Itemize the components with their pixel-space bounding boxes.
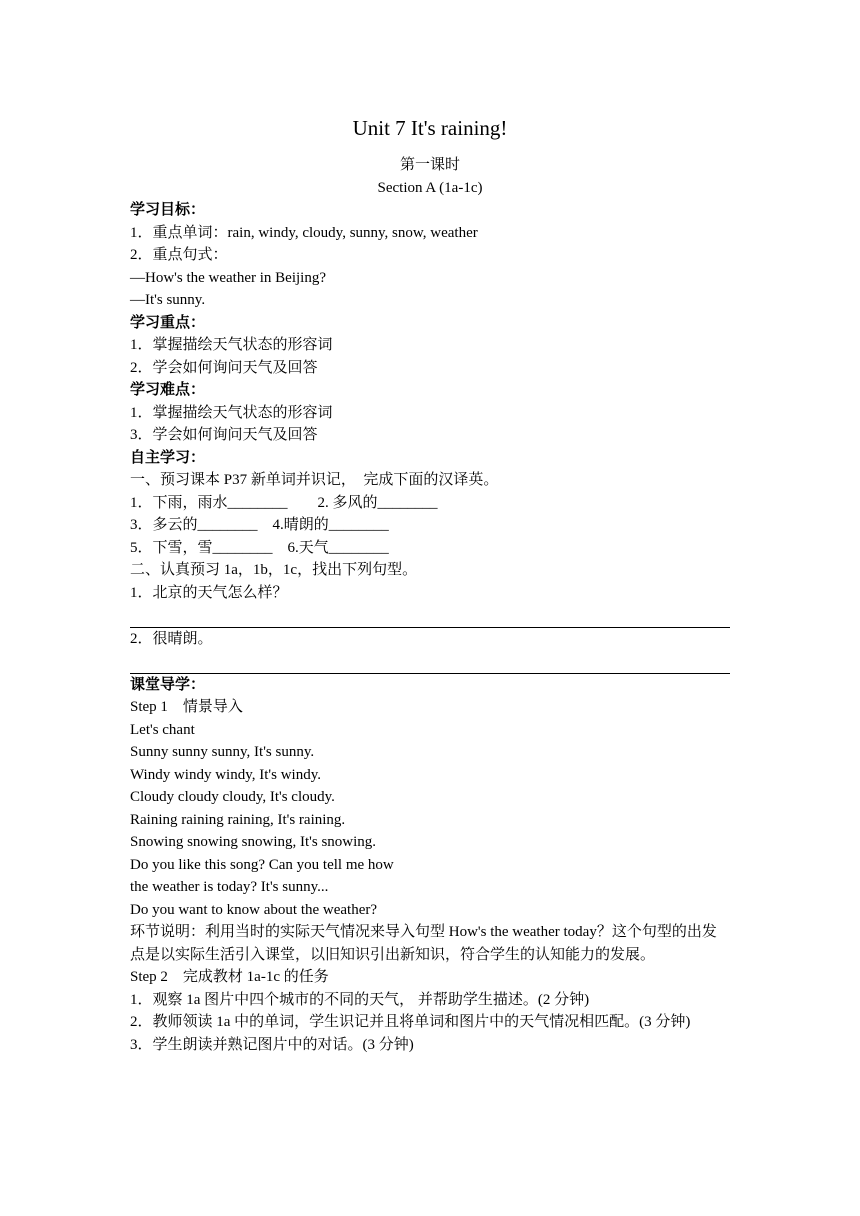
answer-blank-line	[130, 650, 730, 674]
difficulty-item: 3．学会如何询问天气及回答	[130, 427, 318, 443]
key-point-item: 2．学会如何询问天气及回答	[130, 359, 318, 376]
lesson-label: 第一课时	[399, 157, 460, 173]
difficulty-item: 1．掌握描绘天气状态的形容词	[130, 404, 333, 421]
step-heading: Step 1 情景导入	[130, 699, 243, 715]
objective-item: 2．重点句式：	[130, 247, 228, 263]
key-point-item: 1．掌握描绘天气状态的形容词	[130, 337, 333, 353]
question-line: 2．很晴朗。	[130, 630, 213, 647]
objective-item: —It's sunny.	[130, 292, 206, 308]
chant-line: Do you like this song? Can you tell me how	[130, 856, 394, 873]
key-points-heading: 学习重点：	[130, 314, 206, 331]
step-note: 环节说明：利用当时的实际天气情况来导入句型 How's the weather today？这个句型的出发点是以实际生活引入课堂，以旧知识引出新知识，符合学生的认知能力的发展。	[130, 924, 717, 963]
question-line: 1．北京的天气怎么样？	[130, 584, 288, 601]
exercise-line: 5．下雪，雪________ 6.天气________	[130, 539, 389, 556]
answer-blank-line	[130, 604, 730, 628]
exercise-intro: 一、预习课本 P37 新单词并识记， 完成下面的汉译英。	[130, 472, 499, 488]
task-item: 3．学生朗读并熟记图片中的对话。(3 分钟)	[130, 1036, 414, 1053]
chant-line: Do you want to know about the weather?	[130, 901, 378, 918]
section-label: Section A (1a-1c)	[377, 179, 483, 196]
objectives-heading: 学习目标：	[130, 202, 206, 218]
chant-line: Snowing snowing snowing, It's snowing.	[130, 834, 377, 850]
difficulties-heading: 学习难点：	[130, 382, 206, 398]
chant-line: Windy windy windy, It's windy.	[130, 766, 321, 783]
page-title: Unit 7 It's raining!	[352, 116, 508, 140]
exercise-intro: 二、认真预习 1a，1b，1c，找出下列句型。	[130, 562, 418, 578]
classroom-heading: 课堂导学：	[130, 676, 206, 693]
chant-line: Let's chant	[130, 721, 195, 738]
chant-line: Raining raining raining, It's raining.	[130, 811, 346, 828]
self-study-heading: 自主学习：	[130, 449, 206, 466]
chant-line: the weather is today? It's sunny...	[130, 879, 329, 895]
task-item: 1．观察 1a 图片中四个城市的不同的天气， 并帮助学生描述。(2 分钟)	[130, 991, 590, 1008]
step-heading: Step 2 完成教材 1a-1c 的任务	[130, 969, 329, 985]
exercise-line: 3．多云的________ 4.晴朗的________	[130, 517, 389, 533]
objective-item: —How's the weather in Beijing?	[130, 269, 326, 286]
document-page	[130, 110, 730, 1056]
chant-line: Cloudy cloudy cloudy, It's cloudy.	[130, 789, 335, 805]
exercise-line: 1．下雨，雨水________ 2. 多风的________	[130, 494, 438, 511]
task-item: 2．教师领读 1a 中的单词，学生识记并且将单词和图片中的天气情况相匹配。(3 分钟)	[130, 1014, 691, 1030]
objective-item: 1．重点单词：rain, windy, cloudy, sunny, snow, weather	[130, 224, 478, 241]
chant-line: Sunny sunny sunny, It's sunny.	[130, 744, 315, 760]
